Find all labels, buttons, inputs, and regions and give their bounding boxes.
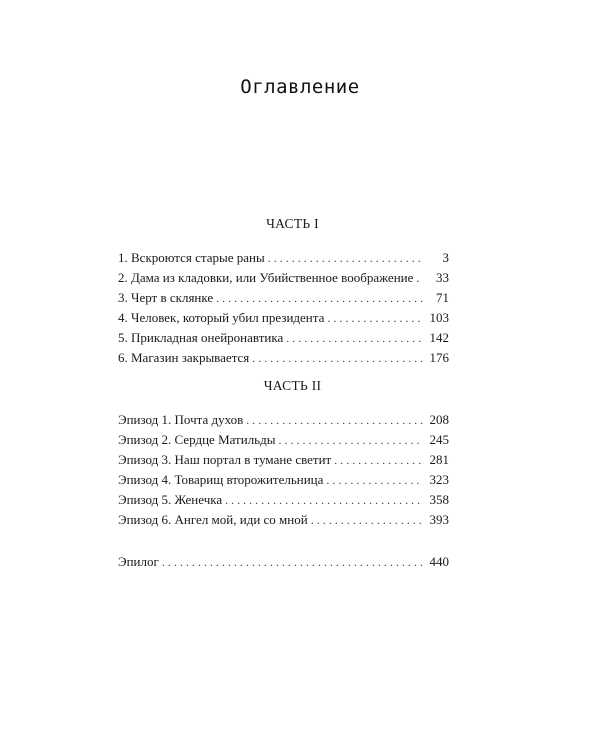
toc-entry[interactable] [118, 328, 449, 348]
toc-entry[interactable] [118, 248, 449, 268]
toc-entry-page: 245 [429, 432, 449, 447]
leader-dots [326, 470, 423, 490]
toc-entry-page: 176 [429, 350, 449, 365]
toc-entry-label: Эпизод 4. Товарищ второжительница [118, 472, 324, 487]
leader-dots [252, 348, 423, 368]
toc-entry-label: Эпизод 5. Женечка [118, 492, 223, 507]
toc-entry[interactable] [118, 410, 449, 430]
toc-entry-label: 2. Дама из кладовки, или Убийственное воображение [118, 270, 414, 285]
toc-entry-page: 281 [429, 452, 449, 467]
part1-toc [118, 248, 449, 368]
toc-entry[interactable] [118, 450, 449, 470]
toc-entry[interactable] [118, 430, 449, 450]
leader-dots [278, 430, 423, 450]
leader-dots [327, 308, 423, 328]
toc-entry-label: 6. Магазин закрывается [118, 350, 250, 365]
toc-entry-label: Эпизод 6. Ангел мой, иди со мной [118, 512, 308, 527]
epilogue-toc [118, 552, 449, 572]
toc-entry-label: 3. Черт в склянке [118, 290, 214, 305]
toc-entry-page: 3 [442, 250, 449, 265]
leader-dots [268, 248, 423, 268]
leader-dots [286, 328, 423, 348]
leader-dots [416, 268, 423, 288]
toc-entry-page: 71 [436, 290, 449, 305]
leader-dots [334, 450, 423, 470]
toc-entry[interactable] [118, 288, 449, 308]
part2-toc [118, 410, 449, 530]
toc-entry[interactable] [118, 470, 449, 490]
toc-entry-label: 5. Прикладная онейронавтика [118, 330, 284, 345]
toc-entry[interactable] [118, 308, 449, 328]
toc-entry-page: 103 [429, 310, 449, 325]
toc-entry[interactable] [118, 510, 449, 530]
toc-entry-page: 208 [429, 412, 449, 427]
toc-entry-page: 440 [429, 554, 449, 569]
leader-dots [216, 288, 423, 308]
leader-dots [311, 510, 423, 530]
toc-entry-epilogue[interactable] [118, 552, 449, 572]
toc-entry-label: Эпизод 1. Почта духов [118, 412, 244, 427]
toc-entry[interactable] [118, 348, 449, 368]
part1-heading: ЧАСТЬ I [266, 216, 319, 231]
toc-entry[interactable] [118, 490, 449, 510]
toc-entry-page: 393 [429, 512, 449, 527]
toc-entry-page: 358 [429, 492, 449, 507]
toc-entry-label: Эпизод 2. Сердце Матильды [118, 432, 276, 447]
leader-dots [246, 410, 423, 430]
leader-dots [162, 552, 423, 572]
toc-entry-page: 323 [429, 472, 449, 487]
toc-entry-page: 142 [429, 330, 449, 345]
part2-heading: ЧАСТЬ II [263, 378, 322, 393]
page-title: Оглавление [240, 76, 360, 98]
toc-entry-page: 33 [436, 270, 449, 285]
toc-entry[interactable] [118, 268, 449, 288]
toc-entry-label: Эпилог [118, 554, 159, 569]
leader-dots [225, 490, 423, 510]
toc-entry-label: Эпизод 3. Наш портал в тумане светит [118, 452, 332, 467]
toc-entry-label: 4. Человек, который убил президента [118, 310, 325, 325]
toc-entry-label: 1. Вскроются старые раны [118, 250, 265, 265]
